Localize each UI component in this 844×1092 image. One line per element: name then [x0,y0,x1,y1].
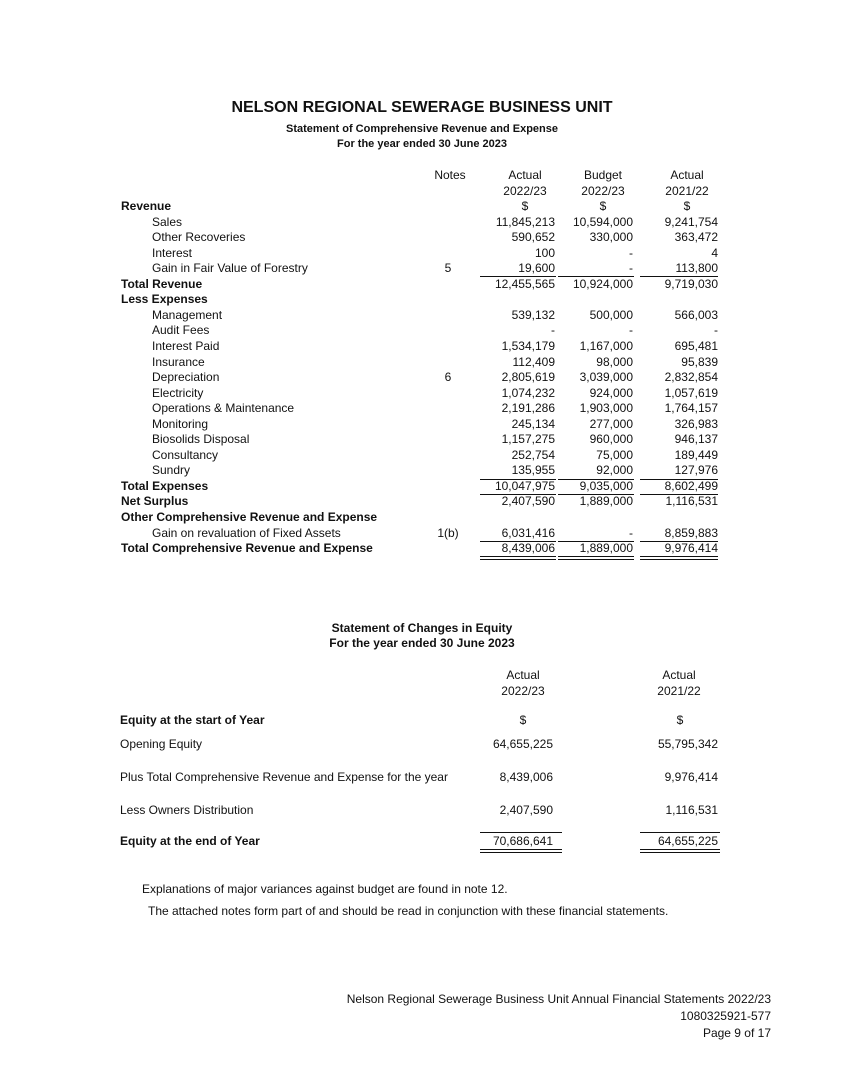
row-value-v1: - [551,323,555,338]
row-value-v3: 695,481 [674,338,718,353]
row-value-v2: 924,000 [589,385,633,400]
subtotal-rule [640,479,718,480]
double-rule [640,559,718,560]
row-value-v1: 2,407,590 [501,494,555,509]
row-value-v1: 10,047,975 [494,478,555,493]
equity-total-rule [640,832,720,833]
equity-row-label: Plus Total Comprehensive Revenue and Expense for the year [120,770,448,784]
row-value-v1: 100 [534,245,555,260]
row-value-v1: 112,409 [512,354,555,369]
total-rule [558,541,634,542]
row-label: Interest Paid [152,338,220,353]
statement-row [0,308,844,324]
row-value-v3: 8,859,883 [664,525,718,540]
equity-col-2022-header: Actual 2022/23 [501,668,545,698]
row-value-v1: 135,955 [511,463,555,478]
footer-page-number: Page 9 of 17 [702,1026,771,1040]
row-value-v2: 277,000 [589,416,633,431]
row-value-v1: 539,132 [511,307,555,322]
equity-col-2021-header: Actual 2021/22 [657,668,701,698]
subtotal-rule [480,276,556,277]
row-value-v2: 1,903,000 [579,401,633,416]
statement-row [0,370,844,386]
col-actual-2021-header: Actual 2021/22 $ [665,168,709,213]
equity-value-2021: 9,976,414 [664,770,718,784]
equity-double-rule [640,849,720,850]
row-label: Biosolids Disposal [152,432,250,447]
double-rule [558,556,634,557]
row-value-v3: 1,764,157 [664,401,718,416]
statement-row [0,323,844,339]
subtotal-rule [558,276,634,277]
row-value-v2: - [629,245,633,260]
row-value-v3: 326,983 [674,416,718,431]
row-label: Electricity [152,385,204,400]
equity-statement-title: Statement of Changes in Equity [331,621,513,635]
row-value-v1: 2,805,619 [501,370,555,385]
row-value-v3: 2,832,854 [664,370,718,385]
row-value-v2: 1,889,000 [579,541,633,556]
row-label: Sundry [152,463,191,478]
row-label: Sales [152,214,183,229]
row-label: Other Recoveries [152,230,246,245]
statement-row [0,292,844,308]
statement-row [0,277,844,293]
row-label: Interest [152,245,193,260]
statement-row [0,401,844,417]
row-value-v2: 98,000 [596,354,633,369]
subtotal-rule [640,494,718,495]
row-value-v1: 12,455,565 [494,276,555,291]
row-label: Total Expenses [121,478,209,493]
statement-row [0,432,844,448]
row-value-v1: 1,157,275 [501,432,555,447]
row-label: Audit Fees [152,323,210,338]
row-value-v2: - [629,525,633,540]
footer-report-title: Nelson Regional Sewerage Business Unit Annual Financial Statements 2022/23 [346,992,771,1006]
statement-row [0,510,844,526]
row-value-v3: 189,449 [674,447,718,462]
row-label: Revenue [121,199,172,213]
subtotal-rule [558,479,634,480]
subtotal-rule [558,494,634,495]
row-label: Less Expenses [121,292,208,307]
subtotal-rule [640,276,718,277]
statement-row [0,463,844,479]
row-value-v2: 9,035,000 [579,478,633,493]
row-note-ref: 1(b) [437,525,459,540]
row-value-v3: 127,976 [674,463,718,478]
row-value-v3: 946,137 [674,432,718,447]
statement-row [0,339,844,355]
equity-value-2022: 8,439,006 [499,770,553,784]
row-label: Other Comprehensive Revenue and Expense [121,510,378,524]
statement-row [0,355,844,371]
row-label: Total Comprehensive Revenue and Expense [121,541,373,556]
row-value-v3: 8,602,499 [664,478,718,493]
statement-row [0,199,844,215]
footer-document-id: 1080325921-577 [680,1009,771,1023]
variance-note: Explanations of major variances against budget are found in note 12. [142,882,508,896]
subtotal-rule [480,479,556,480]
statement-row [0,386,844,402]
row-label: Gain on revaluation of Fixed Assets [152,525,341,540]
total-rule [640,541,718,542]
equity-double-rule [480,852,562,853]
row-value-v1: 245,134 [511,416,555,431]
row-value-v3: 9,241,754 [664,214,718,229]
row-value-v1: 2,191,286 [501,401,555,416]
equity-double-rule [480,849,562,850]
row-value-v3: 566,003 [674,307,718,322]
row-note-ref: 6 [444,370,452,385]
row-value-v3: 1,057,619 [664,385,718,400]
col-actual-2022-header: Actual 2022/23 $ [503,168,547,213]
row-label: Insurance [152,354,205,369]
subtotal-rule [480,494,556,495]
row-value-v2: 3,039,000 [579,370,633,385]
notes-header: Notes [434,168,466,182]
row-value-v2: 960,000 [589,432,633,447]
row-value-v1: 590,652 [511,230,555,245]
row-label: Operations & Maintenance [152,401,295,416]
row-value-v2: 330,000 [589,230,633,245]
statement-row [0,417,844,433]
equity-value-2022: 2,407,590 [499,803,553,817]
statement-row [0,261,844,277]
row-label: Consultancy [152,447,219,462]
double-rule [558,559,634,560]
row-value-v1: 8,439,006 [501,541,555,556]
row-value-v2: 10,924,000 [572,276,633,291]
statement-row [0,230,844,246]
row-label: Depreciation [152,370,220,385]
row-value-v3: 9,719,030 [664,276,718,291]
equity-total-rule [480,832,562,833]
row-value-v3: 4 [711,245,718,260]
double-rule [640,556,718,557]
row-value-v2: - [629,261,633,276]
row-value-v3: 95,839 [681,354,718,369]
statement-row [0,215,844,231]
statement-row [0,494,844,510]
col-budget-2022-header: Budget 2022/23 $ [581,168,625,213]
row-label: Monitoring [152,416,209,431]
row-label: Total Revenue [121,276,203,291]
row-value-v3: 363,472 [674,230,718,245]
statement-period: For the year ended 30 June 2023 [337,138,507,150]
row-value-v1: 252,754 [511,447,555,462]
row-label: Gain in Fair Value of Forestry [152,261,308,276]
statement-row [0,479,844,495]
row-value-v1: 1,074,232 [501,385,555,400]
row-value-v3: 9,976,414 [664,541,718,556]
row-value-v1: 1,534,179 [501,338,555,353]
row-value-v3: 113,800 [675,261,718,276]
equity-double-rule [640,852,720,853]
equity-statement-period: For the year ended 30 June 2023 [329,636,515,650]
document-title: NELSON REGIONAL SEWERAGE BUSINESS UNIT [231,99,613,116]
row-value-v2: 92,000 [596,463,633,478]
total-rule [480,541,556,542]
row-value-v2: - [629,323,633,338]
double-rule [480,556,556,557]
equity-row-label: Less Owners Distribution [120,803,254,817]
row-note-ref: 5 [444,261,452,276]
equity-value-2021: 1,116,531 [665,803,718,817]
equity-value-2022: 64,655,225 [492,737,553,751]
row-value-v1: 6,031,416 [501,525,555,540]
equity-value-2021: 55,795,342 [657,737,718,751]
statement-row [0,448,844,464]
row-value-v2: 75,000 [596,447,633,462]
row-value-v1: 19,600 [518,261,555,276]
statement-row [0,526,844,542]
row-value-v3: - [714,323,718,338]
row-label: Management [152,307,223,322]
statement-row [0,246,844,262]
statement-row [0,541,844,557]
conjunction-note: The attached notes form part of and should be read in conjunction with these financial statements. [148,904,669,918]
row-value-v1: 11,845,213 [495,214,555,229]
row-label: Net Surplus [121,494,189,509]
row-value-v2: 500,000 [589,307,633,322]
statement-title: Statement of Comprehensive Revenue and Expense [285,123,559,135]
double-rule [480,559,556,560]
equity-row-label: Opening Equity [120,737,203,751]
row-value-v3: 1,116,531 [665,494,718,509]
row-value-v2: 1,889,000 [579,494,633,509]
row-value-v2: 1,167,000 [579,338,633,353]
row-value-v2: 10,594,000 [572,214,633,229]
